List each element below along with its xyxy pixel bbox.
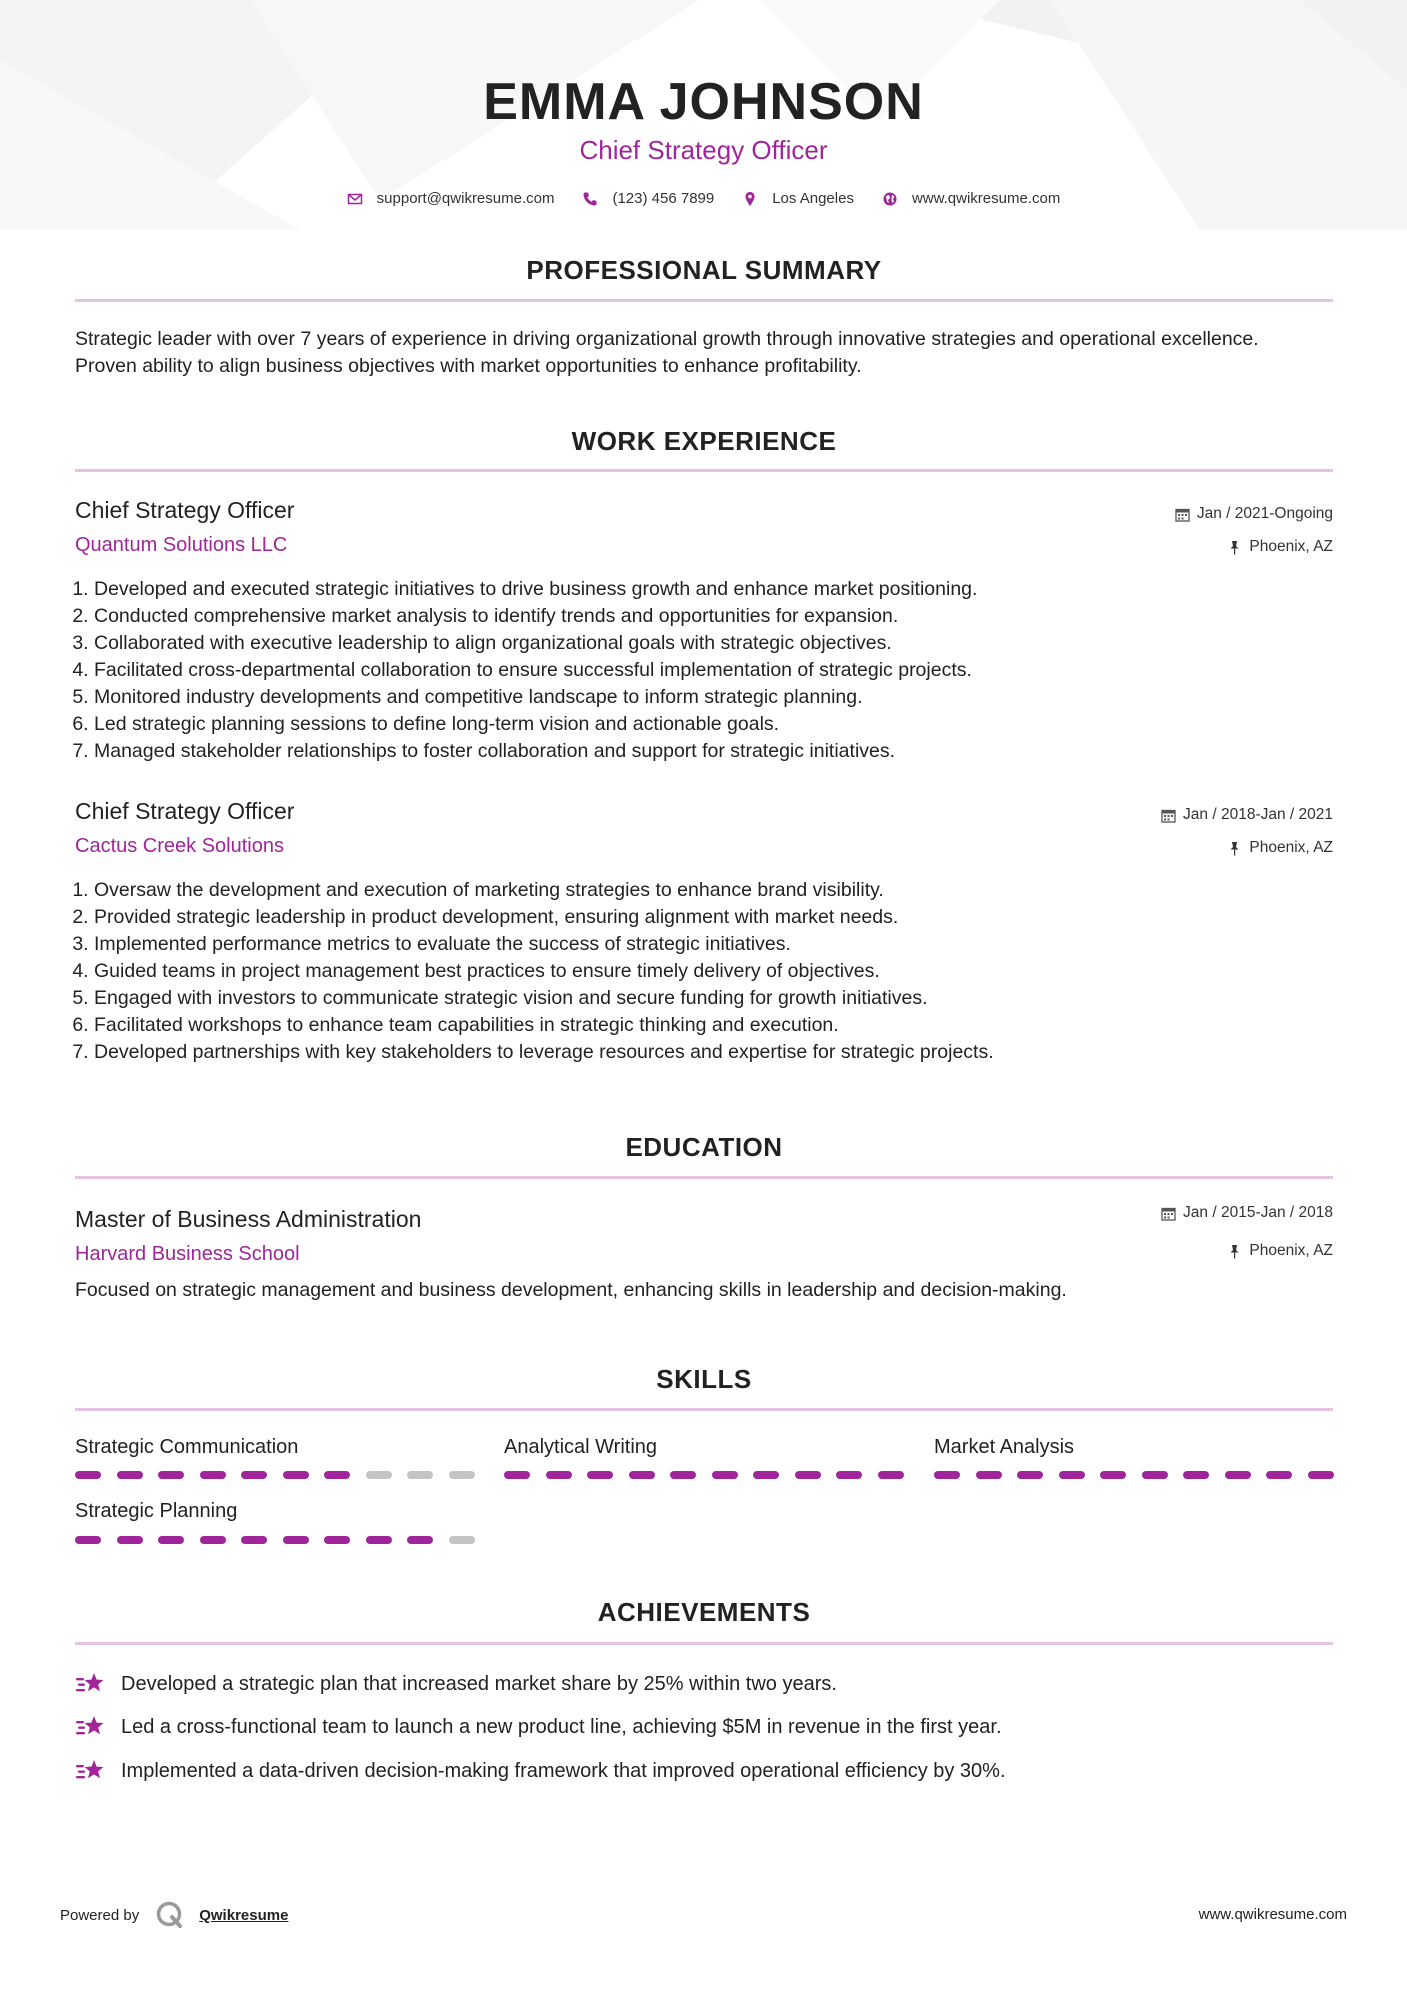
skill-meter-segment [449,1536,475,1544]
skill-meter-segment [200,1471,226,1479]
education-heading: EDUCATION [625,1132,783,1162]
skill-meter-segment [629,1471,655,1479]
job-title: Chief Strategy Officer [75,798,295,824]
skill-meter-segment [117,1536,143,1544]
star-icon [75,1670,107,1698]
footer-powered-by [60,1900,288,1930]
skill-meter [75,1536,490,1544]
job-bullet: 1. Developed and executed strategic initiatives to drive business growth and enhance market positioning. [94,576,977,603]
skill-meter-segment [670,1471,696,1479]
education-dates [1161,1204,1333,1222]
job-bullet: 4. Guided teams in project management best practices to ensure timely delivery of objectives. [94,958,994,985]
company-name: Quantum Solutions LLC [75,534,288,556]
achievement-item [75,1713,1002,1741]
skill-meter-segment [1017,1471,1043,1479]
calendar-icon [1161,1206,1176,1221]
pushpin-icon [1227,841,1242,856]
brand-link[interactable]: Qwikresume [199,1906,289,1924]
skill-meter-segment [878,1471,904,1479]
contact-email[interactable] [347,190,555,207]
skill-meter [504,1471,919,1479]
skill-meter-segment [1225,1471,1251,1479]
qwikresume-logo-icon [155,1900,185,1930]
education-location [1227,1242,1333,1260]
achievements-divider [75,1642,1333,1645]
skill-meter-segment [449,1471,475,1479]
job-bullet: 2. Provided strategic leadership in product development, ensuring alignment with market needs. [94,904,994,931]
skill-meter-segment [934,1471,960,1479]
skill-meter-segment [283,1536,309,1544]
job-dates [1161,806,1333,824]
job-dates-text: Jan / 2021-Ongoing [1196,505,1333,522]
skill-name: Strategic Planning [75,1500,238,1522]
summary-text [75,326,1335,380]
contact-location [742,190,854,207]
skill-meter-segment [587,1471,613,1479]
footer-url[interactable]: www.qwikresume.com [1198,1906,1347,1923]
job-bullet: 7. Managed stakeholder relationships to foster collaboration and support for strategic initiatives. [94,738,977,765]
job-location-text: Phoenix, AZ [1249,839,1333,856]
education-description: Focused on strategic management and business development, enhancing skills in leadership and decision-making. [75,1279,1067,1301]
skill-meter-segment [324,1536,350,1544]
skill-meter-segment [324,1471,350,1479]
job-bullet: 5. Monitored industry developments and competitive landscape to inform strategic planning. [94,684,977,711]
achievement-item [75,1670,837,1698]
pushpin-icon [1227,540,1242,555]
job-bullet: 5. Engaged with investors to communicate strategic vision and secure funding for growth initiatives. [94,985,994,1012]
skill-meter-segment [1308,1471,1334,1479]
skill-meter-segment [1183,1471,1209,1479]
job-bullet: 6. Facilitated workshops to enhance team capabilities in strategic thinking and execution. [94,1012,994,1039]
skill-meter-segment [407,1471,433,1479]
skill-meter-segment [1266,1471,1292,1479]
school-name: Harvard Business School [75,1243,300,1265]
email-text: support@qwikresume.com [376,190,555,207]
skill-meter-segment [504,1471,530,1479]
education-dates-text: Jan / 2015-Jan / 2018 [1183,1204,1333,1221]
achievement-text: Led a cross-functional team to launch a new product line, achieving $5M in revenue in the first year. [121,1715,1002,1738]
job-location [1227,839,1333,857]
skill-meter-segment [366,1471,392,1479]
contact-website[interactable] [882,190,1060,207]
pushpin-icon [1227,1244,1242,1259]
candidate-name: EMMA JOHNSON [483,73,924,131]
job-location-text: Phoenix, AZ [1249,538,1333,555]
skill-meter-segment [241,1536,267,1544]
skill-meter-segment [1142,1471,1168,1479]
skill-meter-segment [75,1471,101,1479]
skill-meter-segment [158,1471,184,1479]
skill-meter-segment [117,1471,143,1479]
skills-divider [75,1408,1333,1411]
skill-meter-segment [1059,1471,1085,1479]
skill-meter-segment [546,1471,572,1479]
globe-icon [882,191,898,207]
contact-bar [0,190,1407,207]
skill-meter-segment [976,1471,1002,1479]
skill-meter-segment [753,1471,779,1479]
skill-meter-segment [366,1536,392,1544]
skill-meter-segment [283,1471,309,1479]
skill-meter-segment [795,1471,821,1479]
skill-meter-segment [1100,1471,1126,1479]
experience-divider [75,469,1333,472]
job-bullet: 1. Oversaw the development and execution of marketing strategies to enhance brand visibility. [94,877,994,904]
contact-phone[interactable] [582,190,714,207]
education-divider [75,1176,1333,1179]
star-icon [75,1757,107,1785]
skill-meter [75,1471,490,1479]
skill-meter-segment [158,1536,184,1544]
summary-line: Proven ability to align business objectives with market opportunities to enhance profitability. [75,355,862,377]
map-pin-icon [742,191,758,207]
job-bullet: 6. Led strategic planning sessions to define long-term vision and actionable goals. [94,711,977,738]
phone-icon [582,191,598,207]
achievement-item [75,1757,1006,1785]
summary-line: Strategic leader with over 7 years of experience in driving organizational growth through innovative strategies and operational excellence. [75,328,1259,350]
summary-divider [75,299,1333,302]
job-bullet: 2. Conducted comprehensive market analysis to identify trends and opportunities for expansion. [94,603,977,630]
skill-meter [934,1471,1349,1479]
candidate-title: Chief Strategy Officer [579,135,828,165]
skill-name: Analytical Writing [504,1436,658,1458]
job-bullets [70,877,994,1066]
job-location [1227,538,1333,556]
job-dates [1175,505,1333,523]
achievements-heading: ACHIEVEMENTS [597,1597,811,1627]
skills-heading: SKILLS [656,1364,752,1394]
envelope-icon [347,191,363,207]
job-dates-text: Jan / 2018-Jan / 2021 [1183,806,1333,823]
job-bullets [70,576,977,765]
job-bullet: 4. Facilitated cross-departmental collaboration to ensure successful implementation of strategic projects. [94,657,977,684]
skill-name: Strategic Communication [75,1436,299,1458]
calendar-icon [1161,808,1176,823]
skill-meter-segment [407,1536,433,1544]
skill-meter-segment [712,1471,738,1479]
job-bullet: 3. Implemented performance metrics to evaluate the success of strategic initiatives. [94,931,994,958]
experience-heading: WORK EXPERIENCE [571,426,837,456]
job-bullet: 3. Collaborated with executive leadership to align organizational goals with strategic objectives. [94,630,977,657]
location-text: Los Angeles [772,190,854,207]
achievement-text: Implemented a data-driven decision-making framework that improved operational efficiency by 30%. [121,1759,1006,1782]
skill-meter-segment [241,1471,267,1479]
education-location-text: Phoenix, AZ [1249,1242,1333,1259]
achievement-text: Developed a strategic plan that increased market share by 25% within two years. [121,1672,837,1695]
job-bullet: 7. Developed partnerships with key stakeholders to leverage resources and expertise for strategic projects. [94,1039,994,1066]
calendar-icon [1175,507,1190,522]
skill-meter-segment [836,1471,862,1479]
skill-name: Market Analysis [934,1436,1075,1458]
degree-title: Master of Business Administration [75,1206,422,1232]
phone-text: (123) 456 7899 [612,190,715,207]
powered-by-label: Powered by [60,1906,140,1924]
skill-meter-segment [75,1536,101,1544]
star-icon [75,1713,107,1741]
company-name: Cactus Creek Solutions [75,835,284,857]
summary-heading: PROFESSIONAL SUMMARY [526,255,882,285]
job-title: Chief Strategy Officer [75,497,295,523]
skill-meter-segment [200,1536,226,1544]
website-text: www.qwikresume.com [911,190,1061,207]
